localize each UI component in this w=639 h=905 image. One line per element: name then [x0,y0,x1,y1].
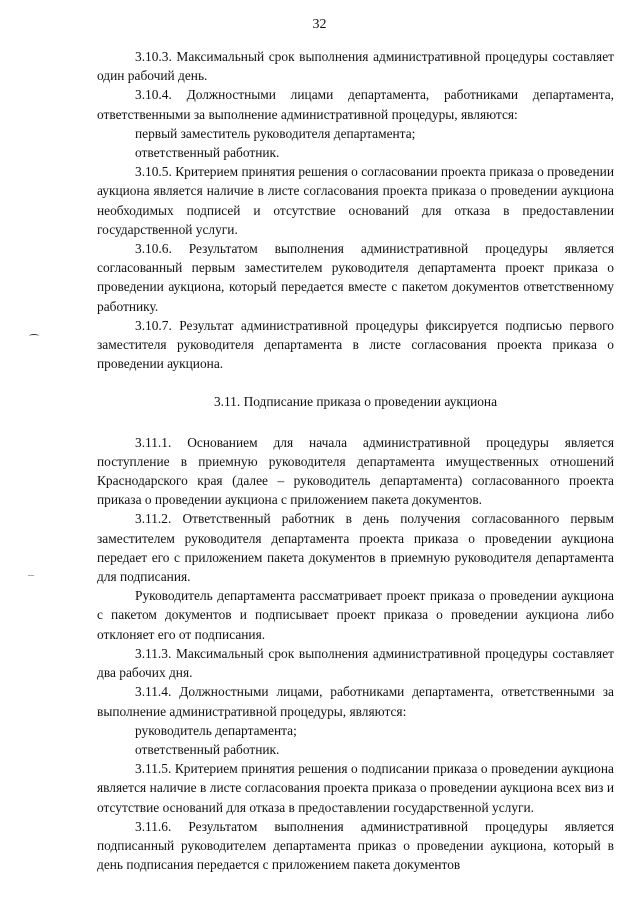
paragraph-director-review: Руководитель департамента рассматривает проект приказа о проведении аукциона с пакетом документов и подписывает проект приказа о проведении аукциона либо отклоняет его от подписания. [97,588,614,642]
paragraph-3-11-5: 3.11.5. Критерием принятия решения о подписании приказа о проведении аукциона является наличие в листе согласования проекта приказа о проведении аукциона всех виз и отсутствие оснований для отказа в предоставлении государственной услуги. [97,761,614,815]
page-number: 32 [312,17,327,32]
paragraph-3-11-4: 3.11.4. Должностными лицами, работниками департамента, ответственными за выполнение административной процедуры, являются: [97,684,614,719]
margin-dash-mark [28,575,34,576]
section-heading-3-11: 3.11. Подписание приказа о проведении аукциона [213,394,498,410]
paragraph-3-10-7: 3.10.7. Результат административной процедуры фиксируется подписью первого заместителя руководителя департамента в листе согласования проекта приказа о проведении аукциона. [97,317,614,372]
paragraph-3-11-6: 3.11.6. Результатом выполнения административной процедуры является подписанный руководителем департамента приказ о проведении аукциона, который в день подписания передается с приложением пакета документов [97,818,614,873]
paragraph-3-11-1: 3.11.1. Основанием для начала административной процедуры является поступление в приемную руководителя департамента имущественных отношений Краснодарского края (далее – руководитель департамента) согласованного проекта приказа о проведении аукциона с приложением пакета документов. [97,434,614,508]
document-body [97,47,614,874]
paragraph-3-10-4: 3.10.4. Должностными лицами департамента, работниками департамента, ответственными за выполнение административной процедуры, являются: [97,87,614,122]
paragraph-3-11-3: 3.11.3. Максимальный срок выполнения административной процедуры составляет два рабочих дня. [97,645,614,681]
list-item: ответственный работник. [135,145,280,161]
paragraph-3-10-6: 3.10.6. Результатом выполнения административной процедуры является согласованный первым заместителем руководителя департамента проект приказа о проведении аукциона, который передается вместе с пакетом документов ответственному работнику. [97,241,614,314]
list-item: ответственный работник. [135,741,280,757]
margin-pen-mark [29,334,39,338]
paragraph-3-10-5: 3.10.5. Критерием принятия решения о согласовании проекта приказа о проведении аукциона является наличие в листе согласования проекта приказа о проведении аукциона необходимых подписей и отсутствие оснований для отказа в предоставлении государственной услуги. [97,164,614,237]
paragraph-3-10-3: 3.10.3. Максимальный срок выполнения административной процедуры составляет один рабочий день. [97,49,614,84]
paragraph-3-11-2: 3.11.2. Ответственный работник в день получения согласованного первым заместителем руководителя департамента проекта приказа о проведении аукциона передает его с приложением пакета документов в приемную руководителя департамента для подписания. [97,511,614,585]
list-item: руководитель департамента; [135,722,297,738]
list-item: первый заместитель руководителя департамента; [135,125,416,141]
